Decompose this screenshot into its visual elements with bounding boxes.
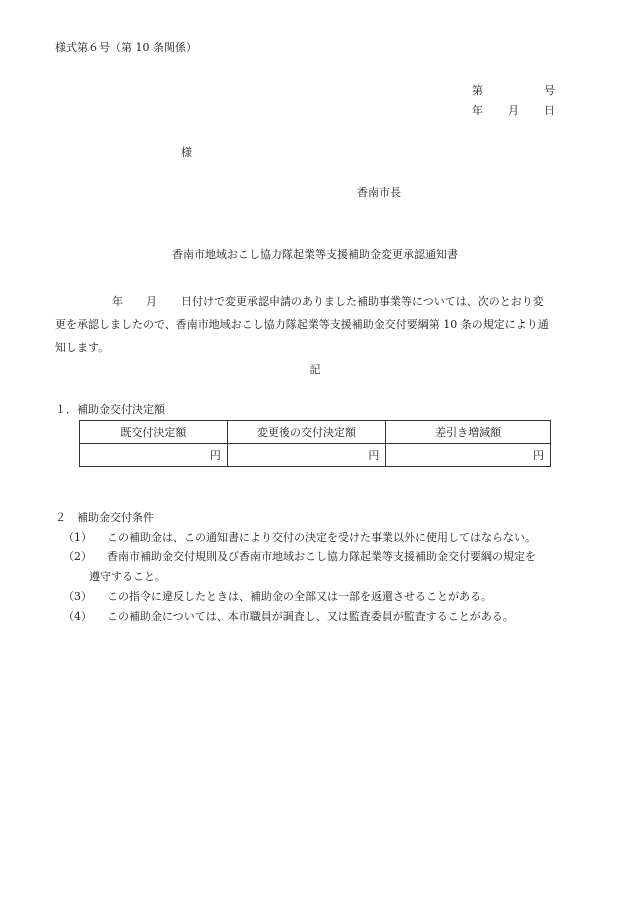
header-changed-amount: 変更後の交付決定額 [227,421,386,444]
condition-4-mark: （4） [63,610,92,623]
amount-table-header-row [80,421,551,444]
addressee-suffix: 様 [181,146,192,159]
condition-2-continuation: 遵守すること。 [89,570,166,583]
amount-table-value-row [80,444,551,467]
number-suffix: 号 [544,84,555,97]
number-prefix: 第 [472,84,483,97]
form-number: 様式第６号（第 10 条関係） [55,41,197,54]
condition-2-text: 香南市補助金交付規則及び香南市地域おこし協力隊起業等支援補助金交付要綱の規定を [107,550,536,563]
existing-amount-cell: 円 [80,444,228,467]
body-line-1-text: 日付けで変更承認申請のありました補助事業等については、次のとおり変 [181,295,544,308]
section-2-title: ２ 補助金交付条件 [55,511,154,524]
condition-item-2 [63,551,553,563]
date-month: 月 [508,104,519,117]
amount-table [79,420,551,467]
body-month: 月 [146,295,157,308]
date-day: 日 [544,104,555,117]
difference-amount-cell: 円 [386,444,551,467]
header-existing-amount: 既交付決定額 [80,421,228,444]
body-line-3: 知します。 [55,341,110,354]
changed-amount-cell: 円 [227,444,386,467]
header-difference-amount: 差引き増減額 [386,421,551,444]
condition-item-1 [63,532,553,544]
section-1-title: １．補助金交付決定額 [55,403,165,416]
document-title: 香南市地域おこし協力隊起業等支援補助金変更承認通知書 [172,248,458,261]
condition-4-text: この補助金については、本市職員が調査し、又は監査委員が監査することがある。 [107,610,514,623]
body-line-2: 更を承認しましたので、香南市地域おこし協力隊起業等支援補助金交付要綱第 10 条の規定により通 [55,318,549,331]
ki-heading: 記 [309,363,321,376]
condition-3-mark: （3） [63,590,92,603]
condition-1-mark: （1） [63,531,92,544]
date-year: 年 [472,104,483,117]
sender-name: 香南市長 [357,186,401,199]
body-year: 年 [112,295,123,308]
condition-1-text: この補助金は、この通知書により交付の決定を受けた事業以外に使用してはならない。 [107,531,536,544]
condition-item-3 [63,591,553,603]
condition-item-4 [63,611,553,623]
condition-3-text: この指令に違反したときは、補助金の全部又は一部を返還させることがある。 [107,590,492,603]
condition-2-mark: （2） [63,550,92,563]
body-line-1 [55,296,555,308]
